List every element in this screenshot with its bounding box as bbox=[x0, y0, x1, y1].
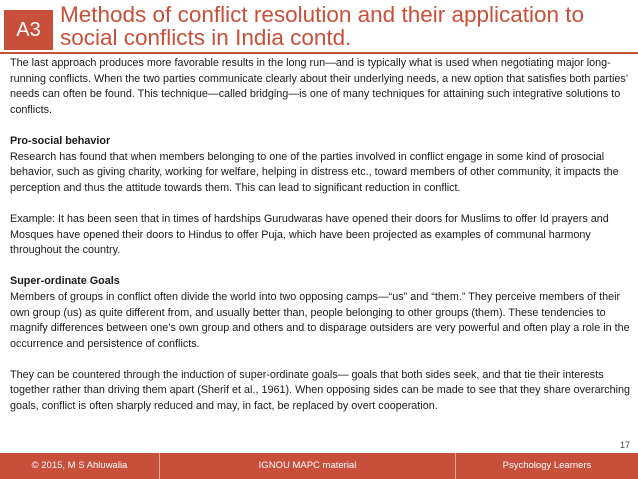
slide-title-line-1: Methods of conflict resolution and their application to bbox=[60, 2, 585, 27]
title-divider bbox=[0, 52, 638, 54]
heading-prosocial-behavior: Pro-social behavior bbox=[10, 134, 111, 147]
footer-source: IGNOU MAPC material bbox=[160, 453, 456, 479]
paragraph-prosocial: Research has found that when members belonging to one of the parties involved in conflict engage in some kind of prosocial behavior, such as giving charity, working for welfare, helping in distress etc., toward members of other community, it impacts the perception and thus the attitude towards them. This can lead to significant reduction in conflict. bbox=[10, 150, 619, 194]
paragraph-superordinate: They can be countered through the induction of super-ordinate goals— goals that both sides seek, and that tie their interests together rather than driving them apart (Sherif et al., 1961). When opposing sides can be made to see that they share overarching goals, conflict is often sharply reduced and may, in fact, be replaced by overt cooperation. bbox=[10, 368, 630, 413]
paragraph-bridging: The last approach produces more favorable results in the long run—and is typically what is used when negotiating major long-running conflicts. When the two parties communicate clearly about their underlying needs, a new option that satisfies both parties’ needs can often be found. This technique—called bridging—is one of many techniques for attaining such integrative solutions to conflicts. bbox=[10, 57, 628, 116]
paragraph-us-them: Members of groups in conflict often divide the world into two opposing camps—“us” and “them.” They perceive members of their own group (us) as quite different from, and usually better than, people belonging to other groups (them). These tendencies to magnify differences between one’s own group and others and to disparage outsiders are very powerful and often play a role in the occurrence and persistence of conflicts. bbox=[10, 290, 630, 350]
slide-footer bbox=[0, 453, 638, 479]
page-number: 17 bbox=[619, 440, 630, 450]
paragraph-example: Example: It has been seen that in times of hardships Gurudwaras have opened their doors for Muslims to offer Id prayers and Mosques have opened their doors to Hindus to offer Puja, which have been projected as examples of communal harmony throughout the country. bbox=[10, 212, 609, 257]
section-badge: A3 bbox=[4, 10, 53, 50]
footer-brand: Psychology Learners bbox=[502, 460, 592, 471]
slide-body bbox=[10, 56, 632, 415]
slide-title-line-2: social conflicts in India contd. bbox=[60, 25, 352, 50]
slide-header bbox=[0, 0, 638, 52]
slide-title bbox=[60, 3, 632, 49]
heading-superordinate-goals: Super-ordinate Goals bbox=[10, 275, 120, 288]
footer-copyright: © 2015, M S Ahluwalia bbox=[0, 453, 160, 479]
